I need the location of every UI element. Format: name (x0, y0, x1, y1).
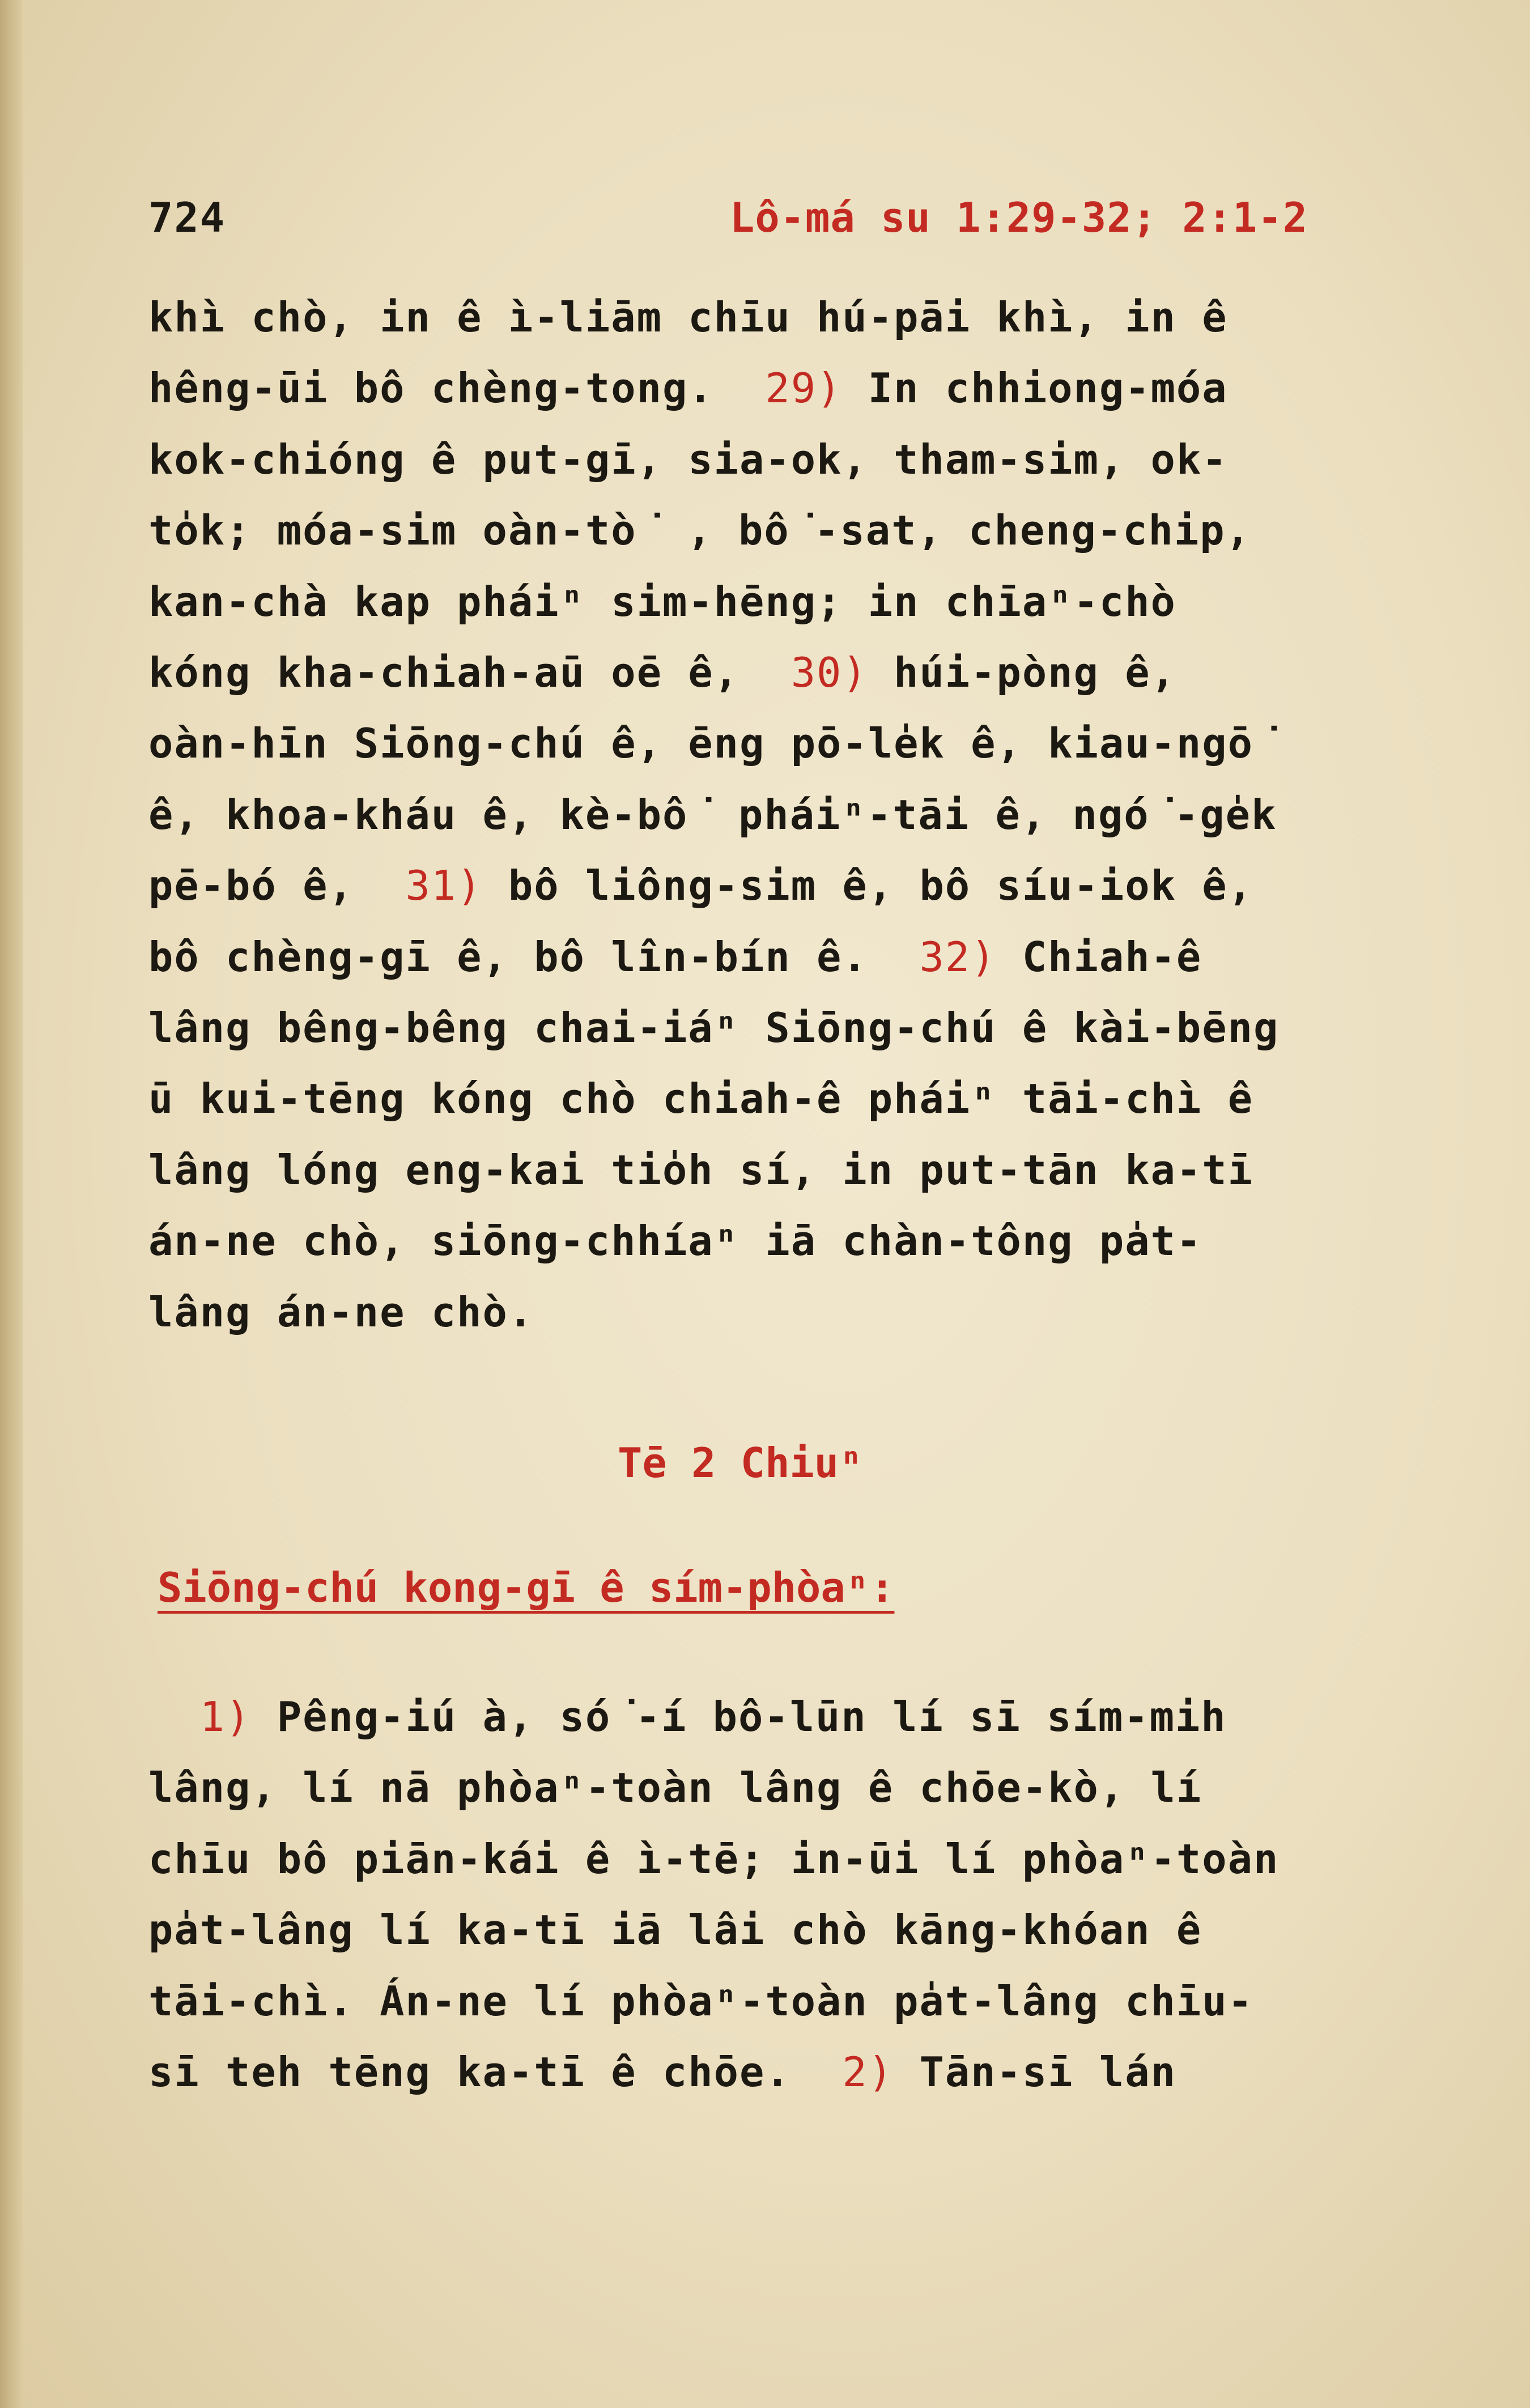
page-edge-shadow (0, 0, 23, 2408)
running-head: Lô-má su 1:29-32; 2:1-2 (730, 194, 1308, 241)
line-text: ū kui-tēng kóng chò chiah-ê pháiⁿ tāi-chì ê (148, 1075, 1253, 1123)
page-number: 724 (148, 194, 226, 241)
verse-number: 31) (405, 862, 483, 910)
text-line (148, 784, 1277, 846)
line-text: to̍k; móa-sim oàn-tò͘ , bô͘-sat, cheng-chip, (148, 507, 1251, 555)
text-line (148, 1281, 534, 1343)
text-line (148, 1139, 1253, 1201)
line-text: Tān-sī lán (894, 2048, 1176, 2096)
text-line (148, 286, 1228, 348)
verse-number: 32) (919, 933, 997, 981)
text-line (148, 1970, 1253, 2032)
line-text: chīu bô piān-kái ê ì-tē; in-ūi lí phòaⁿ-toàn (148, 1835, 1280, 1883)
text-line (148, 1899, 1202, 1961)
line-text: lâng, lí nā phòaⁿ-toàn lâng ê chōe-kò, lí (148, 1764, 1202, 1812)
text-line (148, 499, 1251, 561)
line-text: khì chò, in ê ì-liām chīu hú-pāi khì, in ê (148, 293, 1228, 341)
line-text: kok-chióng ê put-gī, sia-ok, tham-sim, ok- (148, 435, 1228, 483)
verse-number: 1) (199, 1693, 252, 1741)
line-text: bô chèng-gī ê, bô lîn-bín ê. (148, 933, 920, 981)
line-text: sī teh tēng ka-tī ê chōe. (148, 2048, 843, 2096)
text-line (148, 1756, 1202, 1819)
line-text: In chhiong-móa (842, 364, 1228, 412)
chapter-heading: Tē 2 Chiuⁿ (618, 1439, 864, 1487)
text-line (148, 712, 1278, 775)
line-text: bô liông-sim ê, bô síu-iok ê, (482, 862, 1253, 910)
text-line (148, 571, 1176, 633)
line-text: lâng bêng-bêng chai-iáⁿ Siōng-chú ê kài-bēng (148, 1004, 1280, 1052)
line-text: Pêng-iú à, só͘-í bô-lūn lí sī sím-mih (251, 1693, 1227, 1741)
line-text: tāi-chì. Án-ne lí phòaⁿ-toàn pa̍t-lâng chīu- (148, 1977, 1253, 2025)
text-line (148, 357, 1228, 419)
line-text: oàn-hīn Siōng-chú ê, ēng pō-le̍k ê, kiau-ngō͘ (148, 720, 1278, 768)
verse-number: 30) (790, 649, 868, 696)
text-line (148, 1828, 1279, 1890)
line-text: pa̍t-lâng lí ka-tī iā lâi chò kāng-khóan ê (148, 1906, 1202, 1954)
text-line (148, 428, 1228, 491)
text-line (148, 997, 1279, 1059)
line-text: kóng kha-chiah-aū oē ê, (148, 649, 791, 696)
line-text: hêng-ūi bô chèng-tong. (148, 364, 766, 412)
text-line (148, 2041, 1176, 2103)
verse-number: 2) (842, 2048, 894, 2096)
text-line (148, 641, 1176, 704)
verse-number: 29) (765, 364, 843, 412)
line-text: án-ne chò, siōng-chhíaⁿ iā chàn-tông pa̍t- (148, 1217, 1202, 1265)
text-line (148, 854, 1253, 917)
line-text: ê, khoa-kháu ê, kè-bô͘ pháiⁿ-tāi ê, ngó͘-ge̍k (148, 790, 1277, 839)
text-line (148, 1210, 1202, 1272)
line-text: lâng án-ne chò. (148, 1288, 534, 1336)
line-text (148, 1693, 200, 1741)
text-line (148, 1686, 1227, 1748)
line-text: lâng lóng eng-kai tio̍h sí, in put-tān ka-tī (148, 1146, 1253, 1194)
line-text: kan-chà kap pháiⁿ sim-hēng; in chīaⁿ-chò (148, 577, 1176, 626)
line-text: Chiah-ê (996, 933, 1202, 981)
text-line (148, 926, 1202, 988)
line-text: pē-bó ê, (148, 862, 406, 910)
text-line (148, 1067, 1253, 1130)
line-text: húi-pòng ê, (868, 649, 1176, 696)
section-heading: Siōng-chú kong-gī ê sím-phòaⁿ: (158, 1564, 895, 1611)
